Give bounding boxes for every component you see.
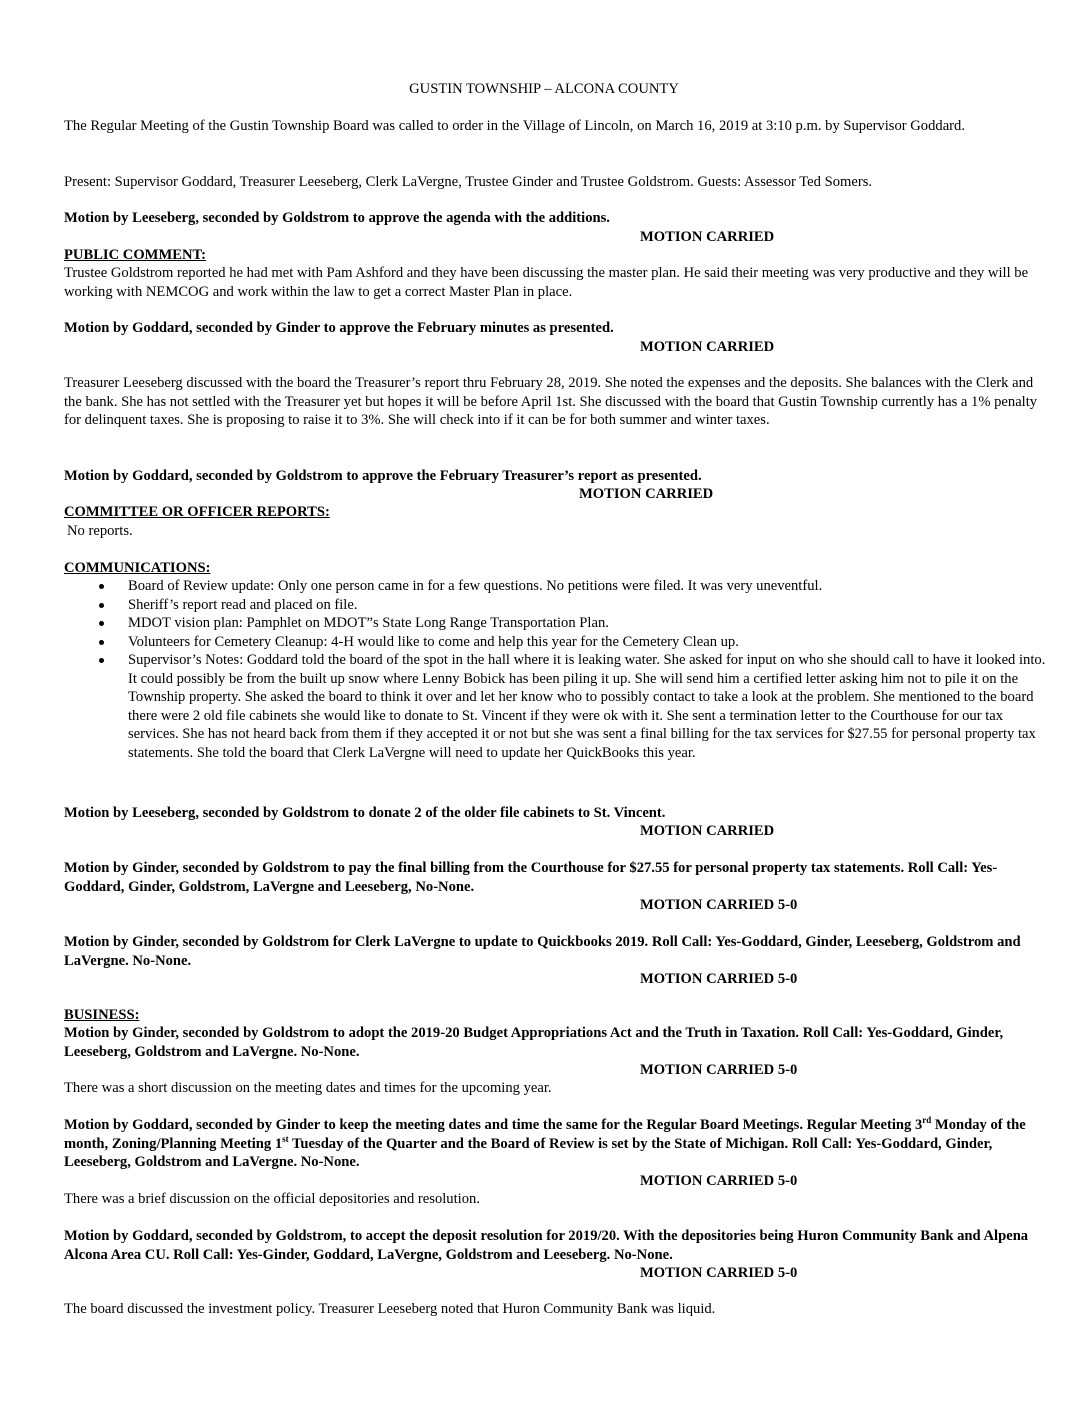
document-title: GUSTIN TOWNSHIP – ALCONA COUNTY [409, 81, 679, 97]
motion-carried-label: MOTION CARRIED 5-0 [640, 897, 798, 913]
motion-carried-label: MOTION CARRIED [640, 229, 775, 245]
list-item: Volunteers for Cemetery Cleanup: 4-H would like to come and help this year for the Cemetery Clean up. [64, 633, 1046, 652]
committee-heading: COMMITTEE OR OFFICER REPORTS: [64, 504, 330, 520]
list-item: Supervisor’s Notes: Goddard told the board of the spot in the hall where it is leaking water. She asked for input on who she should call to have it looked into. It could possibly be from the built up snow where Lenny Bobick has been piling it up. She will send him a certified letter asking him not to pile it on the Township property. She asked the board to think it over and let her know who to possibly contact to take a look at the problem. She mentioned to the board there were 2 old file cabinets she would like to donate to St. Vincent if they were ok with it. She sent a termination letter to the Courthouse for our tax services. She has not heard back from them if they accepted it or not but she was sent a final billing for the tax services for $27.55 for personal property tax statements. She told the board that Clerk LaVergne will need to update her QuickBooks this year. [64, 651, 1046, 762]
intro-paragraph: The Regular Meeting of the Gustin Township Board was called to order in the Village of Lincoln, on March 16, 2019 at 3:10 p.m. by Supervisor Goddard. [64, 118, 965, 134]
discussion-dates: There was a short discussion on the meeting dates and times for the upcoming year. [64, 1080, 552, 1096]
list-item: MDOT vision plan: Pamphlet on MDOT”s State Long Range Transportation Plan. [64, 614, 1046, 633]
treasurer-report-text: Treasurer Leeseberg discussed with the board the Treasurer’s report thru February 28, 2019. She noted the expenses and the deposits. She balances with the Clerk and the bank. She has not settled with the Treasurer yet but hopes it will be before April 1st. She discussed with the board that Gustin Township currently has a 1% penalty for delinquent taxes. She is proposing to raise it to 3%. She will check into if it can be for both summer and winter taxes. [64, 375, 1038, 428]
discussion-depositories: There was a brief discussion on the official depositories and resolution. [64, 1191, 480, 1207]
present-paragraph: Present: Supervisor Goddard, Treasurer Leeseberg, Clerk LaVergne, Trustee Ginder and Trustee Goldstrom. Guests: Assessor Ted Somers. [64, 174, 873, 190]
communications-list [64, 577, 1046, 762]
motion-carried-label: MOTION CARRIED 5-0 [640, 971, 798, 987]
investment-text: The board discussed the investment policy. Treasurer Leeseberg noted that Huron Community Bank was liquid. [64, 1301, 716, 1317]
list-item: Sheriff’s report read and placed on file. [64, 596, 1046, 615]
motion-agenda: Motion by Leeseberg, seconded by Goldstrom to approve the agenda with the additions. [64, 210, 610, 226]
public-comment-heading: PUBLIC COMMENT: [64, 247, 207, 263]
motion-carried-label: MOTION CARRIED [640, 823, 775, 839]
motion-carried-label: MOTION CARRIED [579, 486, 714, 502]
motion-treasurer: Motion by Goddard, seconded by Goldstrom to approve the February Treasurer’s report as presented. [64, 468, 702, 484]
motion-quickbooks: Motion by Ginder, seconded by Goldstrom for Clerk LaVergne to update to Quickbooks 2019. Roll Call: Yes-Goddard, Ginder, Leeseberg, Goldstrom and LaVergne. No-None. [64, 934, 1021, 969]
motion-minutes: Motion by Goddard, seconded by Ginder to approve the February minutes as presented. [64, 320, 614, 336]
motion-cabinets: Motion by Leeseberg, seconded by Goldstrom to donate 2 of the older file cabinets to St. Vincent. [64, 805, 666, 821]
motion-billing: Motion by Ginder, seconded by Goldstrom to pay the final billing from the Courthouse for $27.55 for personal property tax statements. Roll Call: Yes-Goddard, Ginder, Goldstrom, LaVergne and Leeseberg, No-None. [64, 860, 998, 895]
motion-carried-label: MOTION CARRIED [640, 339, 775, 355]
bullet-icon [99, 658, 104, 663]
motion-carried-label: MOTION CARRIED 5-0 [640, 1062, 798, 1078]
motion-dates: Motion by Goddard, seconded by Ginder to keep the meeting dates and time the same for the Regular Board Meetings. Regular Meeting 3rd Monday of the month, Zoning/Planning Meeting 1st Tuesday of the Quarter and the Board of Review is set by the State of Michigan. Roll Call: Yes-Goddard, Ginder, Leeseberg, Goldstrom and LaVergne. No-None. [64, 1115, 1026, 1170]
list-item: Board of Review update: Only one person came in for a few questions. No petitions were filed. It was very uneventful. [64, 577, 1046, 596]
bullet-icon [99, 640, 104, 645]
public-comment-text: Trustee Goldstrom reported he had met with Pam Ashford and they have been discussing the master plan. He said their meeting was very productive and they will be working with NEMCOG and work within the law to get a correct Master Plan in place. [64, 265, 1029, 300]
bullet-icon [99, 584, 104, 589]
motion-deposit: Motion by Goddard, seconded by Goldstrom, to accept the deposit resolution for 2019/20. With the depositories being Huron Community Bank and Alpena Alcona Area CU. Roll Call: Yes-Ginder, Goddard, LaVergne, Goldstrom and Leeseberg. No-None. [64, 1228, 1029, 1263]
bullet-icon [99, 621, 104, 626]
committee-text: No reports. [67, 523, 133, 539]
motion-carried-label: MOTION CARRIED 5-0 [640, 1173, 798, 1189]
business-heading: BUSINESS: [64, 1007, 140, 1023]
communications-heading: COMMUNICATIONS: [64, 560, 211, 576]
motion-budget: Motion by Ginder, seconded by Goldstrom to adopt the 2019-20 Budget Appropriations Act and the Truth in Taxation. Roll Call: Yes-Goddard, Ginder, Leeseberg, Goldstrom and LaVergne. No-None. [64, 1025, 1004, 1060]
bullet-icon [99, 603, 104, 608]
motion-carried-label: MOTION CARRIED 5-0 [640, 1265, 798, 1281]
